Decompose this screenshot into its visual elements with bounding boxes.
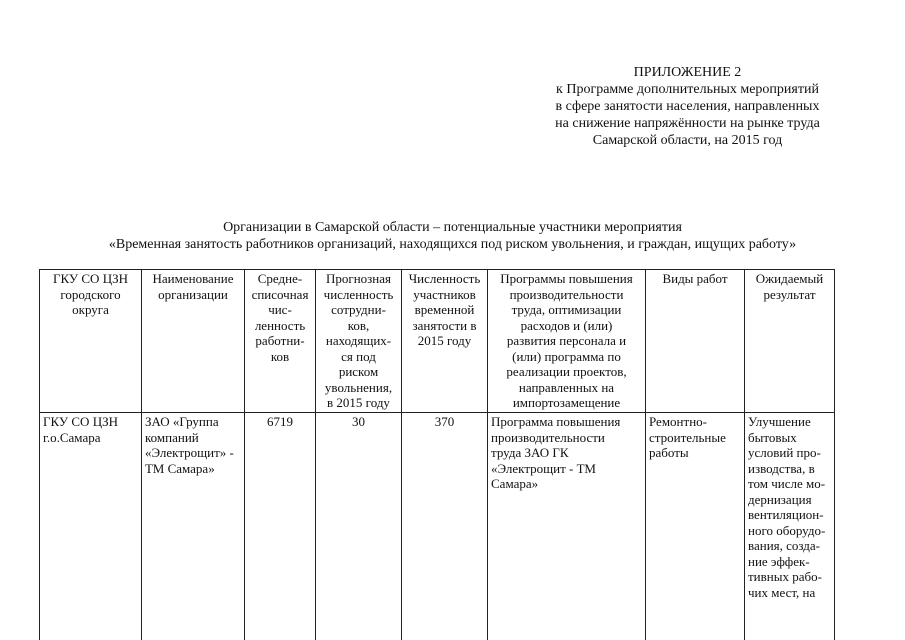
cell-text-line: бытовых <box>748 429 797 445</box>
cell-text-line: импортозамещение <box>512 395 621 410</box>
cell-text-line: «Электрощит - ТМ <box>491 460 596 476</box>
cell-text-line: Виды работ <box>662 271 728 286</box>
cell-text-line: труда ЗАО ГК <box>491 445 569 460</box>
cell-text-line: Улучшение <box>748 414 811 429</box>
header-cell-participants <box>402 270 488 413</box>
cell-text-line: округа <box>72 302 109 317</box>
cell-text-line: производительности <box>509 286 624 302</box>
cell-text-line: вентиляцион- <box>748 507 824 522</box>
header-cell-result <box>745 270 835 413</box>
header-cell-programs <box>488 270 646 413</box>
cell-text-line: расходов и (или) <box>520 317 613 333</box>
title-line: Организации в Самарской области – потенциальные участники мероприятия <box>223 220 682 235</box>
header-cell-czn <box>40 270 142 413</box>
cell-text-line: ГКУ СО ЦЗН <box>43 414 118 429</box>
header-cell-work-types <box>646 270 745 413</box>
cell-text-line: работни- <box>255 333 305 348</box>
cell-text-line: производительности <box>491 429 605 445</box>
cell-program <box>488 413 646 640</box>
cell-text-line: ков <box>270 348 290 364</box>
cell-participants <box>402 413 488 640</box>
cell-text-line: 370 <box>434 414 455 429</box>
cell-text-line: «Электрощит» - <box>145 445 234 460</box>
participants-table <box>39 269 835 640</box>
cell-text-line: дернизация <box>748 491 812 507</box>
cell-text-line: Численность <box>408 271 481 286</box>
appendix-block <box>520 64 855 149</box>
cell-text-line: г.о.Самара <box>43 429 101 445</box>
cell-text-line: списочная <box>251 286 309 302</box>
cell-text-line: Прогнозная <box>325 271 392 286</box>
cell-text-line: Наименование <box>152 271 234 286</box>
cell-text-line: 30 <box>352 414 365 429</box>
cell-text-line: ТМ Самара» <box>145 460 215 476</box>
cell-text-line: том числе мо- <box>748 476 826 491</box>
cell-text-line: Программа повышения <box>491 414 621 429</box>
appendix-line: Самарской области, на 2015 год <box>592 133 783 148</box>
cell-text-line: численность <box>323 286 394 302</box>
header-cell-at-risk <box>316 270 402 413</box>
cell-text-line: (или) программа по <box>512 348 621 364</box>
cell-text-line: вания, созда- <box>748 538 821 553</box>
cell-text-line: реализации проектов, <box>506 364 627 379</box>
cell-text-line: ся под <box>341 348 376 364</box>
document-title <box>20 219 885 253</box>
appendix-heading: ПРИЛОЖЕНИЕ 2 <box>633 65 742 80</box>
header-cell-organization <box>142 270 245 413</box>
cell-text-line: работы <box>649 445 689 460</box>
cell-text-line: ленность <box>254 317 306 333</box>
cell-text-line: риском <box>338 364 379 379</box>
cell-text-line: ного оборудо- <box>748 522 826 538</box>
header-cell-headcount <box>245 270 316 413</box>
cell-work-types <box>646 413 745 640</box>
appendix-line: в сфере занятости населения, направленных <box>555 99 820 114</box>
title-line: «Временная занятость работников организаций, находящихся под риском увольнения, и граждан, ищущих работу» <box>108 237 797 252</box>
cell-text-line: ков, <box>347 317 370 333</box>
cell-text-line: труда, оптимизации <box>511 302 622 317</box>
cell-text-line: направленных на <box>518 379 615 395</box>
cell-text-line: городского <box>60 286 121 302</box>
table-header-row <box>40 270 835 413</box>
cell-czn <box>40 413 142 640</box>
cell-text-line: Средне- <box>257 271 303 286</box>
cell-text-line: находящих- <box>325 333 392 348</box>
cell-text-line: строительные <box>649 429 726 445</box>
cell-at-risk <box>316 413 402 640</box>
cell-headcount <box>245 413 316 640</box>
cell-text-line: Программы повышения <box>500 271 633 286</box>
cell-text-line: изводства, в <box>748 460 815 476</box>
cell-text-line: временной <box>414 302 475 317</box>
cell-text-line: 2015 году <box>417 333 472 348</box>
appendix-line: на снижение напряжённости на рынке труда <box>555 116 820 131</box>
cell-text-line: занятости в <box>412 317 477 333</box>
cell-text-line: ние эффек- <box>748 553 810 569</box>
cell-text-line: сотрудни- <box>331 302 386 317</box>
cell-text-line: Ожидаемый <box>755 271 824 286</box>
cell-text-line: условий про- <box>748 445 821 460</box>
cell-result <box>745 413 835 640</box>
cell-text-line: 6719 <box>267 414 293 429</box>
cell-text-line: Ремонтно- <box>649 414 707 429</box>
cell-text-line: развития персонала и <box>506 333 627 348</box>
cell-organization <box>142 413 245 640</box>
cell-text-line: Самара» <box>491 476 539 491</box>
cell-text-line: в 2015 году <box>327 395 390 410</box>
appendix-line: к Программе дополнительных мероприятий <box>556 82 819 97</box>
cell-text-line: тивных рабо- <box>748 569 822 584</box>
cell-text-line: компаний <box>145 429 199 445</box>
cell-text-line: результат <box>763 286 816 302</box>
cell-text-line: ЗАО «Группа <box>145 414 219 429</box>
cell-text-line: чих мест, на <box>748 584 816 600</box>
cell-text-line: участников <box>413 286 476 302</box>
cell-text-line: увольнения, <box>324 379 393 395</box>
cell-text-line: организации <box>158 286 228 302</box>
cell-text-line: ГКУ СО ЦЗН <box>53 271 128 286</box>
cell-text-line: чис- <box>268 302 292 317</box>
table-row <box>40 413 835 640</box>
